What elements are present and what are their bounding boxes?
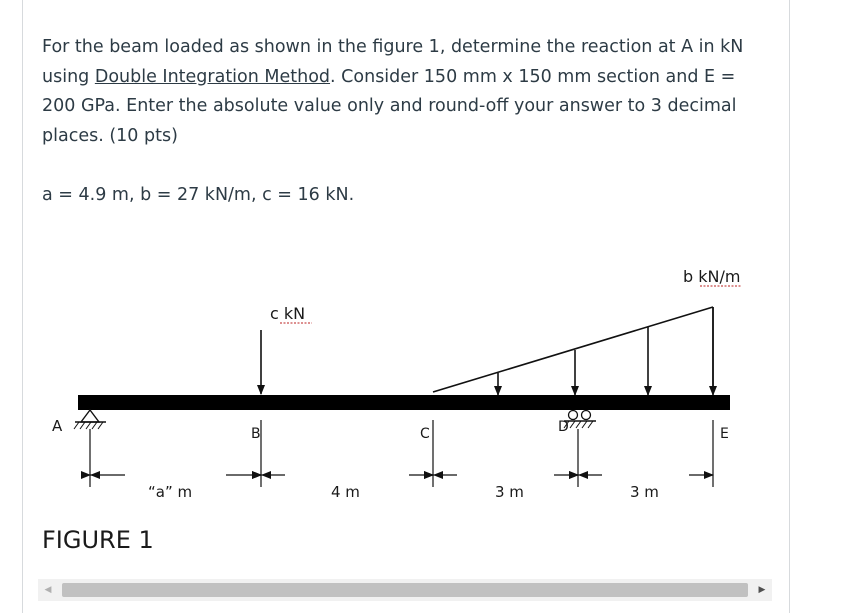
- method-link: Double Integration Method: [94, 66, 331, 87]
- scroll-right-button[interactable]: [752, 579, 772, 601]
- dim-a-label: “a” m: [148, 483, 193, 501]
- triangle-right-icon: ▶: [758, 585, 766, 595]
- question-intro: For the beam loaded as shown in the figure 1, determine the reaction at A in kN using: [42, 37, 744, 87]
- triangle-left-icon: ◀: [44, 585, 52, 595]
- beam-diagram: [30, 255, 770, 575]
- label-e: E: [720, 426, 729, 442]
- beam: [78, 395, 730, 410]
- question-text: [42, 33, 762, 151]
- label-c: C: [420, 426, 430, 442]
- scroll-left-button[interactable]: [38, 579, 58, 601]
- beam-figure: [30, 255, 770, 575]
- dimension-arrowheads: [90, 471, 588, 479]
- horizontal-scrollbar[interactable]: [38, 579, 772, 601]
- dim-de-label: 3 m: [630, 483, 659, 501]
- label-d: D: [558, 419, 569, 435]
- figure-caption: FIGURE 1: [42, 526, 154, 554]
- label-b: B: [251, 426, 261, 442]
- scroll-thumb[interactable]: [62, 583, 748, 597]
- label-a: A: [52, 417, 63, 435]
- distributed-load: [433, 307, 713, 395]
- point-load-label: c kN: [270, 304, 306, 323]
- question-rest: . Consider 150 mm x 150 mm section and E = 200 GPa. Enter the absolute value only and round-off your answer to 3 decimal places. (10 pts): [42, 66, 737, 146]
- support-d-roller: [564, 411, 596, 429]
- distributed-load-label: b kN/m: [683, 267, 741, 286]
- dim-cd-label: 3 m: [495, 483, 524, 501]
- extension-lines: [90, 420, 713, 487]
- given-parameters: a = 4.9 m, b = 27 kN/m, c = 16 kN.: [42, 185, 355, 205]
- support-a-pin: [74, 410, 106, 429]
- dim-bc-label: 4 m: [331, 483, 360, 501]
